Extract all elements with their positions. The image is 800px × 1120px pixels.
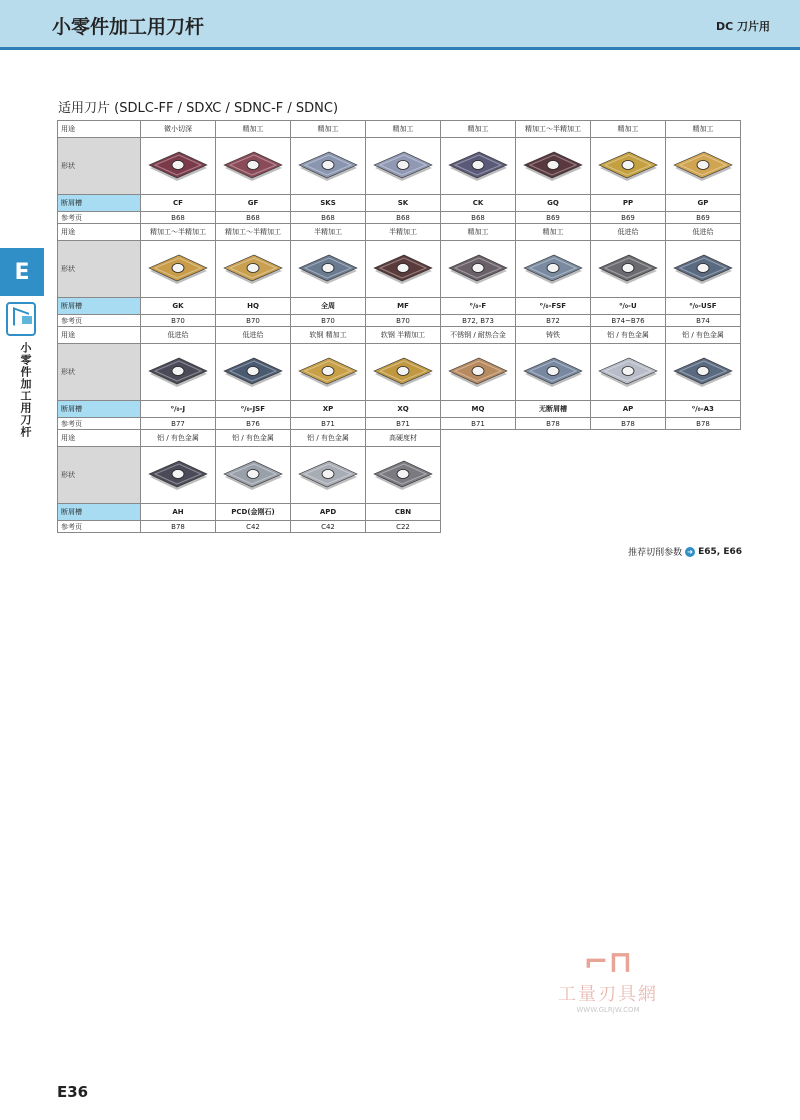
insert-image bbox=[147, 458, 209, 492]
insert-image bbox=[372, 355, 434, 389]
ref-page-link[interactable]: B71 bbox=[291, 418, 366, 430]
insert-image bbox=[147, 252, 209, 286]
insert-image bbox=[522, 252, 584, 286]
use-cell: 低进给 bbox=[591, 224, 666, 241]
grade-cell: 无断屑槽 bbox=[516, 401, 591, 418]
insert-image-cell bbox=[291, 138, 366, 195]
ref-page-link[interactable]: B71 bbox=[441, 418, 516, 430]
grade-cell: HQ bbox=[216, 298, 291, 315]
grade-cell: GQ bbox=[516, 195, 591, 212]
ref-page-link[interactable]: C42 bbox=[216, 521, 291, 533]
insert-image bbox=[597, 355, 659, 389]
ref-page-link[interactable]: B70 bbox=[291, 315, 366, 327]
insert-image-cell bbox=[666, 138, 741, 195]
insert-image bbox=[222, 149, 284, 183]
grade-cell: PP bbox=[591, 195, 666, 212]
use-cell: 精加工 bbox=[216, 121, 291, 138]
use-cell: 半精加工 bbox=[291, 224, 366, 241]
insert-image-cell bbox=[291, 241, 366, 298]
insert-image-cell bbox=[591, 241, 666, 298]
ref-page-link[interactable]: B78 bbox=[516, 418, 591, 430]
insert-image-cell bbox=[366, 447, 441, 504]
row-label-grade: 断屑槽 bbox=[58, 195, 141, 212]
recommend-cutting-params[interactable] bbox=[628, 545, 742, 558]
recommend-label: 推荐切削参数 bbox=[628, 548, 683, 558]
insert-image bbox=[597, 252, 659, 286]
insert-image bbox=[147, 355, 209, 389]
use-cell: 精加工 bbox=[291, 121, 366, 138]
use-cell: 精加工 bbox=[441, 224, 516, 241]
table-row bbox=[58, 224, 741, 241]
grade-cell: APD bbox=[291, 504, 366, 521]
row-label-ref: 参考页 bbox=[58, 418, 141, 430]
grade-cell: CK bbox=[441, 195, 516, 212]
watermark bbox=[538, 945, 678, 1025]
insert-image-cell bbox=[366, 138, 441, 195]
row-label-ref: 参考页 bbox=[58, 521, 141, 533]
table-row bbox=[58, 195, 741, 212]
insert-image bbox=[297, 149, 359, 183]
insert-image bbox=[297, 458, 359, 492]
insert-image-cell bbox=[441, 138, 516, 195]
insert-image bbox=[447, 149, 509, 183]
insert-image bbox=[222, 458, 284, 492]
table-row bbox=[58, 212, 741, 224]
table-row bbox=[58, 504, 741, 521]
table-row bbox=[58, 315, 741, 327]
table-row bbox=[58, 344, 741, 401]
use-cell: 铝 / 有色金属 bbox=[591, 327, 666, 344]
watermark-text: 工量刃具網 bbox=[558, 984, 658, 1005]
insert-table bbox=[57, 120, 741, 533]
use-cell: 精加工 bbox=[591, 121, 666, 138]
empty-cell bbox=[516, 447, 591, 504]
grade-cell: XP bbox=[291, 401, 366, 418]
ref-page-link[interactable]: B69 bbox=[591, 212, 666, 224]
ref-page-link[interactable]: C42 bbox=[291, 521, 366, 533]
grade-cell: ⁰/₀-F bbox=[441, 298, 516, 315]
ref-page-link[interactable]: B78 bbox=[666, 418, 741, 430]
page-number: E36 bbox=[57, 1083, 89, 1101]
insert-image-cell bbox=[666, 344, 741, 401]
use-cell: 软钢 精加工 bbox=[291, 327, 366, 344]
insert-image-cell bbox=[291, 447, 366, 504]
page-title: 小零件加工用刀杆 bbox=[52, 16, 205, 38]
grade-cell: ⁰/₀-USF bbox=[666, 298, 741, 315]
use-cell: 低进给 bbox=[141, 327, 216, 344]
ref-page-link[interactable]: B72, B73 bbox=[441, 315, 516, 327]
use-cell: 不锈钢 / 耐热合金 bbox=[441, 327, 516, 344]
grade-cell: ⁰/₀-FSF bbox=[516, 298, 591, 315]
grade-cell: 全周 bbox=[291, 298, 366, 315]
row-label-grade: 断屑槽 bbox=[58, 298, 141, 315]
ref-page-link[interactable]: B78 bbox=[141, 521, 216, 533]
grade-cell: GF bbox=[216, 195, 291, 212]
insert-image bbox=[597, 149, 659, 183]
grade-cell: ⁰/₀-U bbox=[591, 298, 666, 315]
ref-page-link[interactable]: B71 bbox=[366, 418, 441, 430]
grade-cell: ⁰/₀-A3 bbox=[666, 401, 741, 418]
empty-cell bbox=[516, 521, 591, 533]
row-label-use: 用途 bbox=[58, 327, 141, 344]
insert-image-cell bbox=[666, 241, 741, 298]
insert-image bbox=[672, 149, 734, 183]
use-cell: 铝 / 有色金属 bbox=[141, 430, 216, 447]
empty-cell bbox=[591, 447, 666, 504]
header-bar bbox=[0, 0, 800, 50]
ref-page-link[interactable]: B78 bbox=[591, 418, 666, 430]
row-label-shape: 形状 bbox=[58, 344, 141, 401]
table-row bbox=[58, 121, 741, 138]
section-tab-e[interactable]: E bbox=[0, 248, 44, 296]
header-category: DC 刀片用 bbox=[715, 20, 770, 33]
grade-cell: GP bbox=[666, 195, 741, 212]
ref-page-link[interactable]: B74~B76 bbox=[591, 315, 666, 327]
row-label-use: 用途 bbox=[58, 430, 141, 447]
ref-page-link[interactable]: B68 bbox=[366, 212, 441, 224]
empty-cell bbox=[441, 521, 516, 533]
grade-cell: AP bbox=[591, 401, 666, 418]
arrow-right-icon: ➜ bbox=[685, 547, 695, 557]
insert-image bbox=[222, 355, 284, 389]
empty-cell bbox=[441, 504, 516, 521]
ref-page-link[interactable]: B72 bbox=[516, 315, 591, 327]
row-label-ref: 参考页 bbox=[58, 212, 141, 224]
insert-image-cell bbox=[591, 344, 666, 401]
insert-image-cell bbox=[216, 344, 291, 401]
row-label-shape: 形状 bbox=[58, 241, 141, 298]
empty-cell bbox=[516, 504, 591, 521]
insert-image bbox=[372, 149, 434, 183]
ref-page-link[interactable]: B69 bbox=[666, 212, 741, 224]
ref-page-link[interactable]: B70 bbox=[216, 315, 291, 327]
tool-holder-icon bbox=[6, 302, 36, 336]
insert-image bbox=[222, 252, 284, 286]
empty-cell bbox=[591, 504, 666, 521]
empty-cell bbox=[666, 447, 741, 504]
ref-page-link[interactable]: B69 bbox=[516, 212, 591, 224]
ref-page-link[interactable]: C22 bbox=[366, 521, 441, 533]
row-label-use: 用途 bbox=[58, 224, 141, 241]
insert-image-cell bbox=[291, 344, 366, 401]
use-cell: 精加工 bbox=[441, 121, 516, 138]
grade-cell: MF bbox=[366, 298, 441, 315]
grade-cell: SKS bbox=[291, 195, 366, 212]
insert-image-cell bbox=[141, 447, 216, 504]
use-cell: 铝 / 有色金属 bbox=[216, 430, 291, 447]
ref-page-link[interactable]: B70 bbox=[141, 315, 216, 327]
section-title: 适用刀片 (SDLC-FF / SDXC / SDNC-F / SDNC) bbox=[58, 101, 339, 116]
ref-page-link[interactable]: B68 bbox=[216, 212, 291, 224]
table-row bbox=[58, 298, 741, 315]
use-cell: 软钢 半精加工 bbox=[366, 327, 441, 344]
insert-image bbox=[297, 252, 359, 286]
insert-image-cell bbox=[516, 138, 591, 195]
insert-image-cell bbox=[441, 241, 516, 298]
empty-cell bbox=[666, 521, 741, 533]
insert-image-cell bbox=[366, 241, 441, 298]
row-label-grade: 断屑槽 bbox=[58, 504, 141, 521]
recommend-refs[interactable]: E65, E66 bbox=[698, 546, 742, 557]
use-cell: 铝 / 有色金属 bbox=[291, 430, 366, 447]
grade-cell: XQ bbox=[366, 401, 441, 418]
insert-image bbox=[447, 355, 509, 389]
row-label-grade: 断屑槽 bbox=[58, 401, 141, 418]
grade-cell: CF bbox=[141, 195, 216, 212]
table-row bbox=[58, 241, 741, 298]
table-row bbox=[58, 430, 741, 447]
grade-cell: AH bbox=[141, 504, 216, 521]
empty-cell bbox=[666, 504, 741, 521]
ref-page-link[interactable]: B76 bbox=[216, 418, 291, 430]
row-label-shape: 形状 bbox=[58, 138, 141, 195]
grade-cell: MQ bbox=[441, 401, 516, 418]
grade-cell: ⁰/₀-JSF bbox=[216, 401, 291, 418]
use-cell: 精加工 bbox=[666, 121, 741, 138]
use-cell: 精加工 bbox=[516, 224, 591, 241]
use-cell: 低进给 bbox=[216, 327, 291, 344]
empty-cell bbox=[591, 521, 666, 533]
insert-image bbox=[522, 355, 584, 389]
use-cell: 半精加工 bbox=[366, 224, 441, 241]
insert-image-cell bbox=[216, 447, 291, 504]
insert-image bbox=[372, 458, 434, 492]
use-cell: 微小切深 bbox=[141, 121, 216, 138]
insert-image-cell bbox=[141, 344, 216, 401]
empty-cell bbox=[666, 430, 741, 447]
use-cell: 铝 / 有色金属 bbox=[666, 327, 741, 344]
table-row bbox=[58, 521, 741, 533]
table-row bbox=[58, 138, 741, 195]
table-row bbox=[58, 418, 741, 430]
use-cell: 精加工～半精加工 bbox=[516, 121, 591, 138]
insert-image-cell bbox=[591, 138, 666, 195]
use-cell: 精加工～半精加工 bbox=[216, 224, 291, 241]
grade-cell: PCD(金刚石) bbox=[216, 504, 291, 521]
row-label-ref: 参考页 bbox=[58, 315, 141, 327]
insert-image bbox=[522, 149, 584, 183]
ref-page-link[interactable]: B68 bbox=[291, 212, 366, 224]
insert-image bbox=[147, 149, 209, 183]
empty-cell bbox=[516, 430, 591, 447]
use-cell: 低进给 bbox=[666, 224, 741, 241]
insert-image bbox=[372, 252, 434, 286]
grade-cell: SK bbox=[366, 195, 441, 212]
ref-page-link[interactable]: B70 bbox=[366, 315, 441, 327]
table-row bbox=[58, 327, 741, 344]
empty-cell bbox=[441, 447, 516, 504]
insert-image-cell bbox=[141, 138, 216, 195]
table-row bbox=[58, 447, 741, 504]
grade-cell: ⁰/₀-J bbox=[141, 401, 216, 418]
row-label-use: 用途 bbox=[58, 121, 141, 138]
insert-image-cell bbox=[516, 344, 591, 401]
insert-image-cell bbox=[216, 138, 291, 195]
empty-cell bbox=[441, 430, 516, 447]
insert-image-cell bbox=[516, 241, 591, 298]
row-label-shape: 形状 bbox=[58, 447, 141, 504]
ref-page-link[interactable]: B68 bbox=[141, 212, 216, 224]
grade-cell: CBN bbox=[366, 504, 441, 521]
use-cell: 精加工～半精加工 bbox=[141, 224, 216, 241]
side-section-label: 小零件加工用刀杆 bbox=[19, 342, 32, 438]
use-cell: 高硬度材 bbox=[366, 430, 441, 447]
empty-cell bbox=[591, 430, 666, 447]
ref-page-link[interactable]: B74 bbox=[666, 315, 741, 327]
insert-image bbox=[672, 355, 734, 389]
use-cell: 铸铁 bbox=[516, 327, 591, 344]
insert-image-cell bbox=[216, 241, 291, 298]
ref-page-link[interactable]: B77 bbox=[141, 418, 216, 430]
table-row bbox=[58, 401, 741, 418]
insert-image bbox=[447, 252, 509, 286]
grade-cell: GK bbox=[141, 298, 216, 315]
insert-image bbox=[297, 355, 359, 389]
ref-page-link[interactable]: B68 bbox=[441, 212, 516, 224]
watermark-logo-icon: ⌐⊓ bbox=[583, 945, 633, 980]
insert-image-cell bbox=[366, 344, 441, 401]
insert-image-cell bbox=[141, 241, 216, 298]
watermark-url: WWW.GLRJW.COM bbox=[576, 1006, 640, 1014]
use-cell: 精加工 bbox=[366, 121, 441, 138]
insert-image bbox=[672, 252, 734, 286]
insert-image-cell bbox=[441, 344, 516, 401]
